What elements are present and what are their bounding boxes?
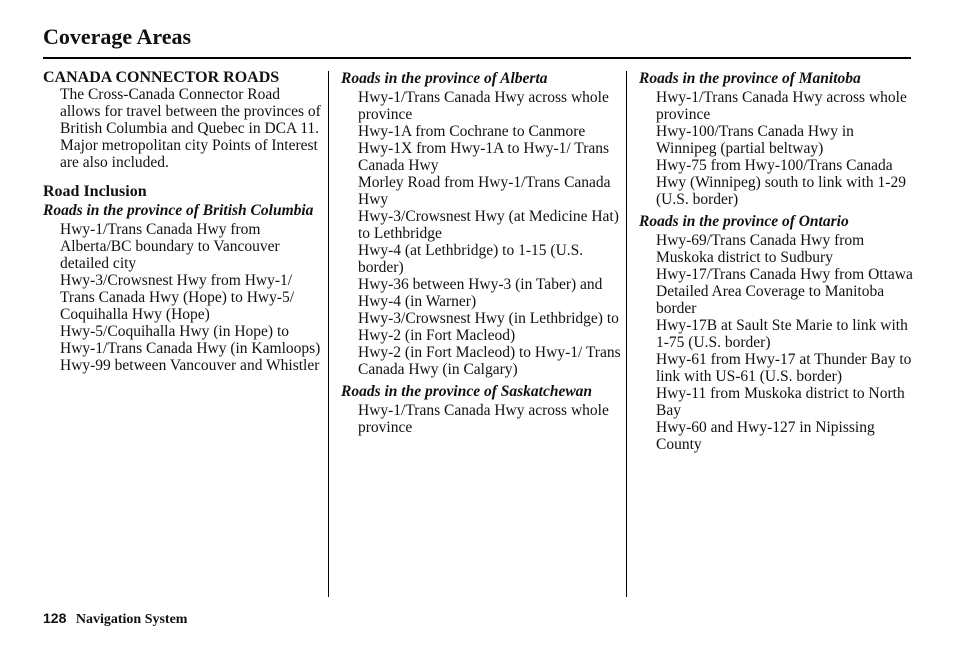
- column-1: [43, 68, 323, 374]
- list-item: Hwy-11 from Muskoka district to North Bay: [656, 385, 905, 419]
- list-item: Hwy-1X from Hwy-1A to Hwy-1/ Trans Canada Hwy: [358, 140, 610, 174]
- list-item: Hwy-3/Crowsnest Hwy (in Lethbridge) to Hwy-2 (in Fort Macleod): [358, 310, 619, 344]
- list-item: Hwy-99 between Vancouver and Whistler: [60, 357, 320, 374]
- list-item: Hwy-3/Crowsnest Hwy (at Medicine Hat) to Lethbridge: [358, 208, 619, 242]
- list-item: Hwy-1/Trans Canada Hwy from Alberta/BC boundary to Vancouver detailed city: [60, 221, 280, 272]
- list-item: Hwy-61 from Hwy-17 at Thunder Bay to link with US-61 (U.S. border): [656, 351, 912, 385]
- saskatchewan-road-list: [341, 402, 623, 436]
- manitoba-road-list: [639, 89, 914, 208]
- title-rule: [43, 57, 911, 59]
- list-item: Hwy-5/Coquihalla Hwy (in Hope) to Hwy-1/Trans Canada Hwy (in Kamloops): [60, 323, 321, 357]
- section-title-saskatchewan: Roads in the province of Saskatchewan: [341, 383, 593, 400]
- section-title-ontario: Roads in the province of Ontario: [639, 213, 849, 230]
- list-item: Hwy-69/Trans Canada Hwy from Muskoka district to Sudbury: [656, 232, 865, 266]
- intro-paragraph: The Cross-Canada Connector Road allows for travel between the provinces of British Columbia and Quebec in DCA 11. Major metropolitan city Points of Interest are also included.: [60, 86, 321, 171]
- canada-connector-roads-heading: CANADA CONNECTOR ROADS: [43, 69, 280, 86]
- list-item: Morley Road from Hwy-1/Trans Canada Hwy: [358, 174, 611, 208]
- list-item: Hwy-60 and Hwy-127 in Nipissing County: [656, 419, 875, 453]
- section-title-alberta: Roads in the province of Alberta: [341, 70, 548, 87]
- column-divider-1: [328, 71, 329, 597]
- list-item: Hwy-100/Trans Canada Hwy in Winnipeg (partial beltway): [656, 123, 854, 157]
- column-2: [341, 68, 623, 436]
- page-footer: [43, 610, 187, 628]
- ontario-road-list: [639, 232, 914, 453]
- alberta-road-list: [341, 89, 623, 378]
- list-item: Hwy-75 from Hwy-100/Trans Canada Hwy (Winnipeg) south to link with 1-29 (U.S. border): [656, 157, 906, 208]
- bc-road-list: [43, 221, 323, 374]
- column-divider-2: [626, 71, 627, 597]
- section-title-british-columbia: Roads in the province of British Columbia: [43, 202, 314, 219]
- list-item: Hwy-1A from Cochrane to Canmore: [358, 123, 586, 140]
- list-item: Hwy-17/Trans Canada Hwy from Ottawa Detailed Area Coverage to Manitoba border: [656, 266, 913, 317]
- column-3: [639, 68, 914, 453]
- list-item: Hwy-36 between Hwy-3 (in Taber) and Hwy-4 (in Warner): [358, 276, 603, 310]
- list-item: Hwy-1/Trans Canada Hwy across whole province: [656, 89, 907, 123]
- list-item: Hwy-3/Crowsnest Hwy from Hwy-1/ Trans Canada Hwy (Hope) to Hwy-5/ Coquihalla Hwy (Hope): [60, 272, 295, 323]
- road-inclusion-heading: Road Inclusion: [43, 183, 147, 200]
- list-item: Hwy-2 (in Fort Macleod) to Hwy-1/ Trans Canada Hwy (in Calgary): [358, 344, 621, 378]
- section-title-manitoba: Roads in the province of Manitoba: [639, 70, 861, 87]
- list-item: Hwy-17B at Sault Ste Marie to link with 1-75 (U.S. border): [656, 317, 908, 351]
- page-title: Coverage Areas: [43, 24, 192, 49]
- list-item: Hwy-1/Trans Canada Hwy across whole province: [358, 402, 609, 436]
- list-item: Hwy-4 (at Lethbridge) to 1-15 (U.S. border): [358, 242, 584, 276]
- footer-label: Navigation System: [75, 612, 188, 627]
- page-number: 128: [43, 610, 67, 626]
- list-item: Hwy-1/Trans Canada Hwy across whole province: [358, 89, 609, 123]
